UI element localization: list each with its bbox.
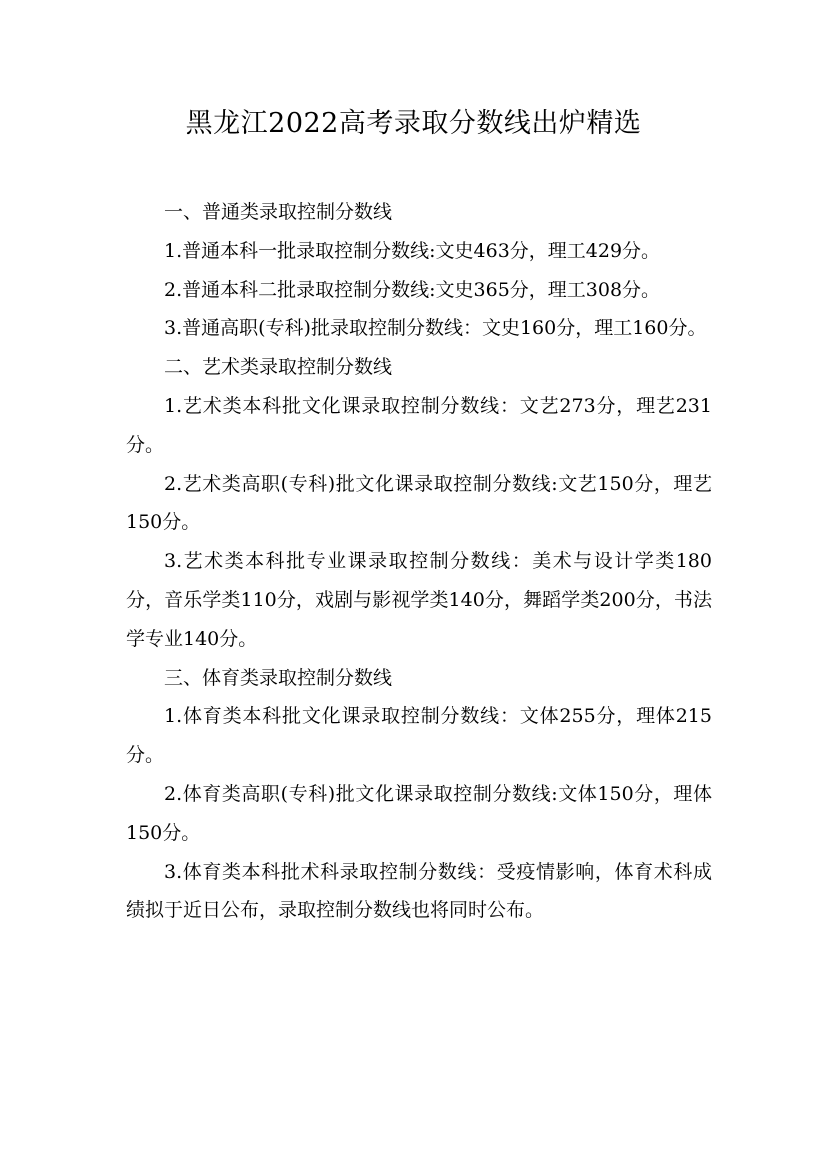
- paragraph-sports-3: 3.体育类本科批术科录取控制分数线：受疫情影响，体育术科成绩拟于近日公布，录取控制分数线也将同时公布。: [126, 860, 712, 922]
- section-heading-sports: 三、体育类录取控制分数线: [164, 666, 393, 689]
- paragraph-sports-1: 1.体育类本科批文化课录取控制分数线：文体255分，理体215分。: [126, 705, 712, 767]
- paragraph-general-1: 1.普通本科一批录取控制分数线:文史463分，理工429分。: [164, 239, 661, 262]
- paragraph-art-2: 2.艺术类高职(专科)批文化课录取控制分数线:文艺150分，理艺150分。: [126, 472, 712, 534]
- paragraph-sports-2: 2.体育类高职(专科)批文化课录取控制分数线:文体150分，理体150分。: [126, 782, 712, 844]
- paragraph-art-1: 1.艺术类本科批文化课录取控制分数线：文艺273分，理艺231分。: [126, 394, 712, 456]
- document-title: 黑龙江2022高考录取分数线出炉精选: [185, 108, 642, 139]
- paragraph-general-3: 3.普通高职(专科)批录取控制分数线：文史160分，理工160分。: [164, 317, 707, 340]
- document-body: [126, 193, 712, 930]
- paragraph-general-2: 2.普通本科二批录取控制分数线:文史365分，理工308分。: [164, 278, 661, 301]
- section-heading-general: 一、普通类录取控制分数线: [164, 201, 393, 223]
- paragraph-art-3: 3.艺术类本科批专业课录取控制分数线：美术与设计学类180分，音乐学类110分，戏剧与影视学类140分，舞蹈学类200分，书法学专业140分。: [126, 550, 712, 650]
- section-heading-art: 二、艺术类录取控制分数线: [164, 356, 393, 379]
